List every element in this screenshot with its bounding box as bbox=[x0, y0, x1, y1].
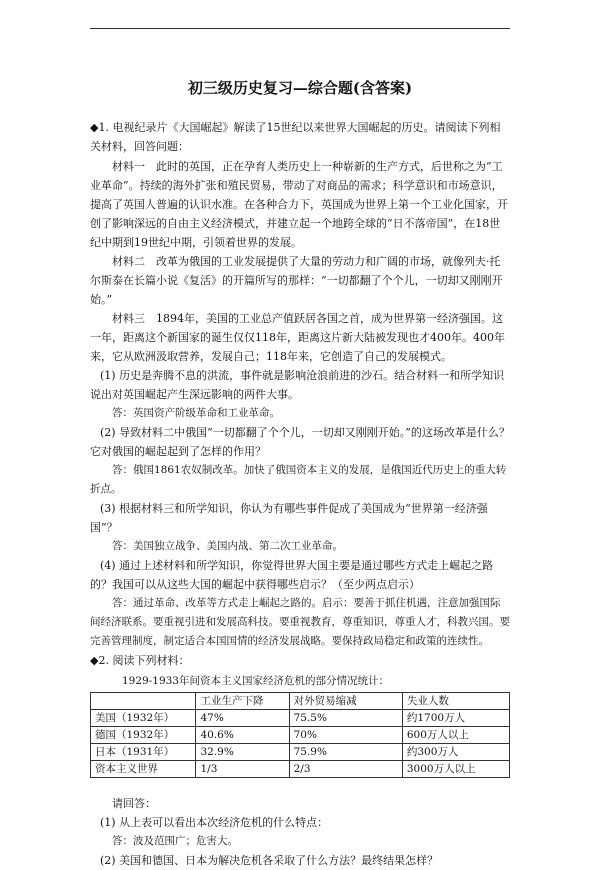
table-header-cell: 失业人数 bbox=[402, 693, 509, 710]
table-cell: 32.9% bbox=[196, 744, 289, 761]
question-1-sub-3: (3) 根据材料三和所学知识，你认为有哪些事件促成了美国成为“世界第一经济强国”？ bbox=[90, 502, 488, 534]
table-row bbox=[91, 727, 510, 744]
question-1-sub-2: (2) 导致材料二中俄国“一切都翻了个个儿，一切却又刚刚开始。”的这场改革是什么？它对俄国的崛起起到了怎样的作用？ bbox=[90, 426, 510, 458]
table-row bbox=[91, 710, 510, 727]
table-header-cell: 工业生产下降 bbox=[196, 693, 289, 710]
table-header-cell bbox=[91, 693, 196, 710]
question-2-intro bbox=[90, 651, 510, 670]
table-row bbox=[91, 761, 510, 778]
table-cell: 75.9% bbox=[289, 744, 402, 761]
table-header-row bbox=[91, 693, 510, 710]
document-body bbox=[90, 118, 510, 870]
table-cell: 40.6% bbox=[196, 727, 289, 744]
question-1-sub-1: (1) 历史是奔腾不息的洪流，事件就是影响沧浪前进的沙石。结合材料一和所学知识说出对英国崛起产生深远影响的两件大事。 bbox=[90, 369, 505, 401]
question-1-text: 1. 电视纪录片《大国崛起》解读了15世纪以来世界大国崛起的历史。请阅读下列相关材料，回答问题： bbox=[90, 121, 501, 153]
answer-1-3: 答：美国独立战争、美国内战、第二次工业革命。 bbox=[112, 540, 343, 552]
table-cell: 70% bbox=[289, 727, 402, 744]
table-cell: 1/3 bbox=[196, 761, 289, 778]
table-cell: 日本（1931年） bbox=[91, 744, 196, 761]
table-cell: 美国（1932年） bbox=[91, 710, 196, 727]
question-2-sub-2: (2) 美国和德国、日本为解决危机各采取了什么方法？最终结果怎样？ bbox=[100, 854, 439, 867]
table-cell: 2/3 bbox=[289, 761, 402, 778]
answer-1-1: 答：英国资产阶级革命和工业革命。 bbox=[112, 407, 280, 419]
question-2-sub-1: (1) 从上表可以看出本次经济危机的什么特点： bbox=[100, 816, 329, 829]
table-cell: 德国（1932年） bbox=[91, 727, 196, 744]
bullet-diamond-icon: ◆ bbox=[90, 654, 99, 667]
header-rule bbox=[90, 28, 510, 29]
table-row bbox=[91, 744, 510, 761]
answer-1-2: 答：俄国1861农奴制改革。加快了俄国资本主义的发展，是俄国近代历史上的重大转折点。 bbox=[90, 464, 507, 495]
table-header-cell: 对外贸易缩减 bbox=[289, 693, 402, 710]
table-cell: 约300万人 bbox=[402, 744, 509, 761]
please-answer-label: 请回答： bbox=[112, 797, 156, 810]
table-cell: 600万人以上 bbox=[402, 727, 509, 744]
question-1-intro bbox=[90, 118, 510, 156]
table-cell: 75.5% bbox=[289, 710, 402, 727]
material-3: 材料三 1894年，美国的工业总产值跃居各国之首，成为世界第一经济强国。这一年，距离这个新国家的诞生仅仅118年，距离这片新大陆被发现也才400年。400年来，它从欧洲汲取营养，发展自己；118年来，它创造了自己的发展模式。 bbox=[90, 312, 505, 363]
question-1-sub-4: (4) 通过上述材料和所学知识，你觉得世界大国主要是通过哪些方式走上崛起之路的？我国可以从这些大国的崛起中获得哪些启示？（至少两点启示） bbox=[90, 559, 494, 591]
table-cell: 3000万人以上 bbox=[402, 761, 509, 778]
material-2: 材料二 改革为俄国的工业发展提供了大量的劳动力和广阔的市场，就像列夫·托尔斯泰在长篇小说《复活》的开篇所写的那样：“一切都翻了个个儿，一切却又刚刚开始。” bbox=[90, 255, 503, 306]
crisis-statistics-table bbox=[90, 692, 510, 778]
answer-2-1: 答：波及范围广；危害大。 bbox=[112, 835, 238, 847]
bullet-diamond-icon: ◆ bbox=[90, 121, 99, 134]
table-cell: 约1700万人 bbox=[402, 710, 509, 727]
page-title: 初三级历史复习—综合题(含答案) bbox=[187, 79, 413, 97]
question-2-text: 2. 阅读下列材料： bbox=[98, 654, 190, 667]
material-1: 材料一 此时的英国，正在孕育人类历史上一种崭新的生产方式，后世称之为“工业革命”。持续的海外扩张和殖民贸易，带动了对商品的需求；科学意识和市场意识，提高了英国人普遍的认识水准。在各种合力下，英国成为世界上第一个工业化国家，开创了影响深远的自由主义经济模式，并建立起一个地跨全球的“日不落帝国”，在18世纪中期到19世纪中期，引领着世界的发展。 bbox=[90, 160, 508, 249]
table-caption: 1929-1933年间资本主义国家经济危机的部分情况统计： bbox=[122, 675, 389, 687]
table-cell: 47% bbox=[196, 710, 289, 727]
table-cell: 资本主义世界 bbox=[91, 761, 196, 778]
answer-1-4: 答：通过革命、改革等方式走上崛起之路的。启示：要善于抓住机遇，注意加强国际间经济联系。要重视引进和发展高科技。要重视教育，尊重知识，尊重人才，科教兴国。要完善管理制度，制定适合本国国情的经济发展战略。要保持政局稳定和政策的连续性。 bbox=[90, 597, 510, 647]
